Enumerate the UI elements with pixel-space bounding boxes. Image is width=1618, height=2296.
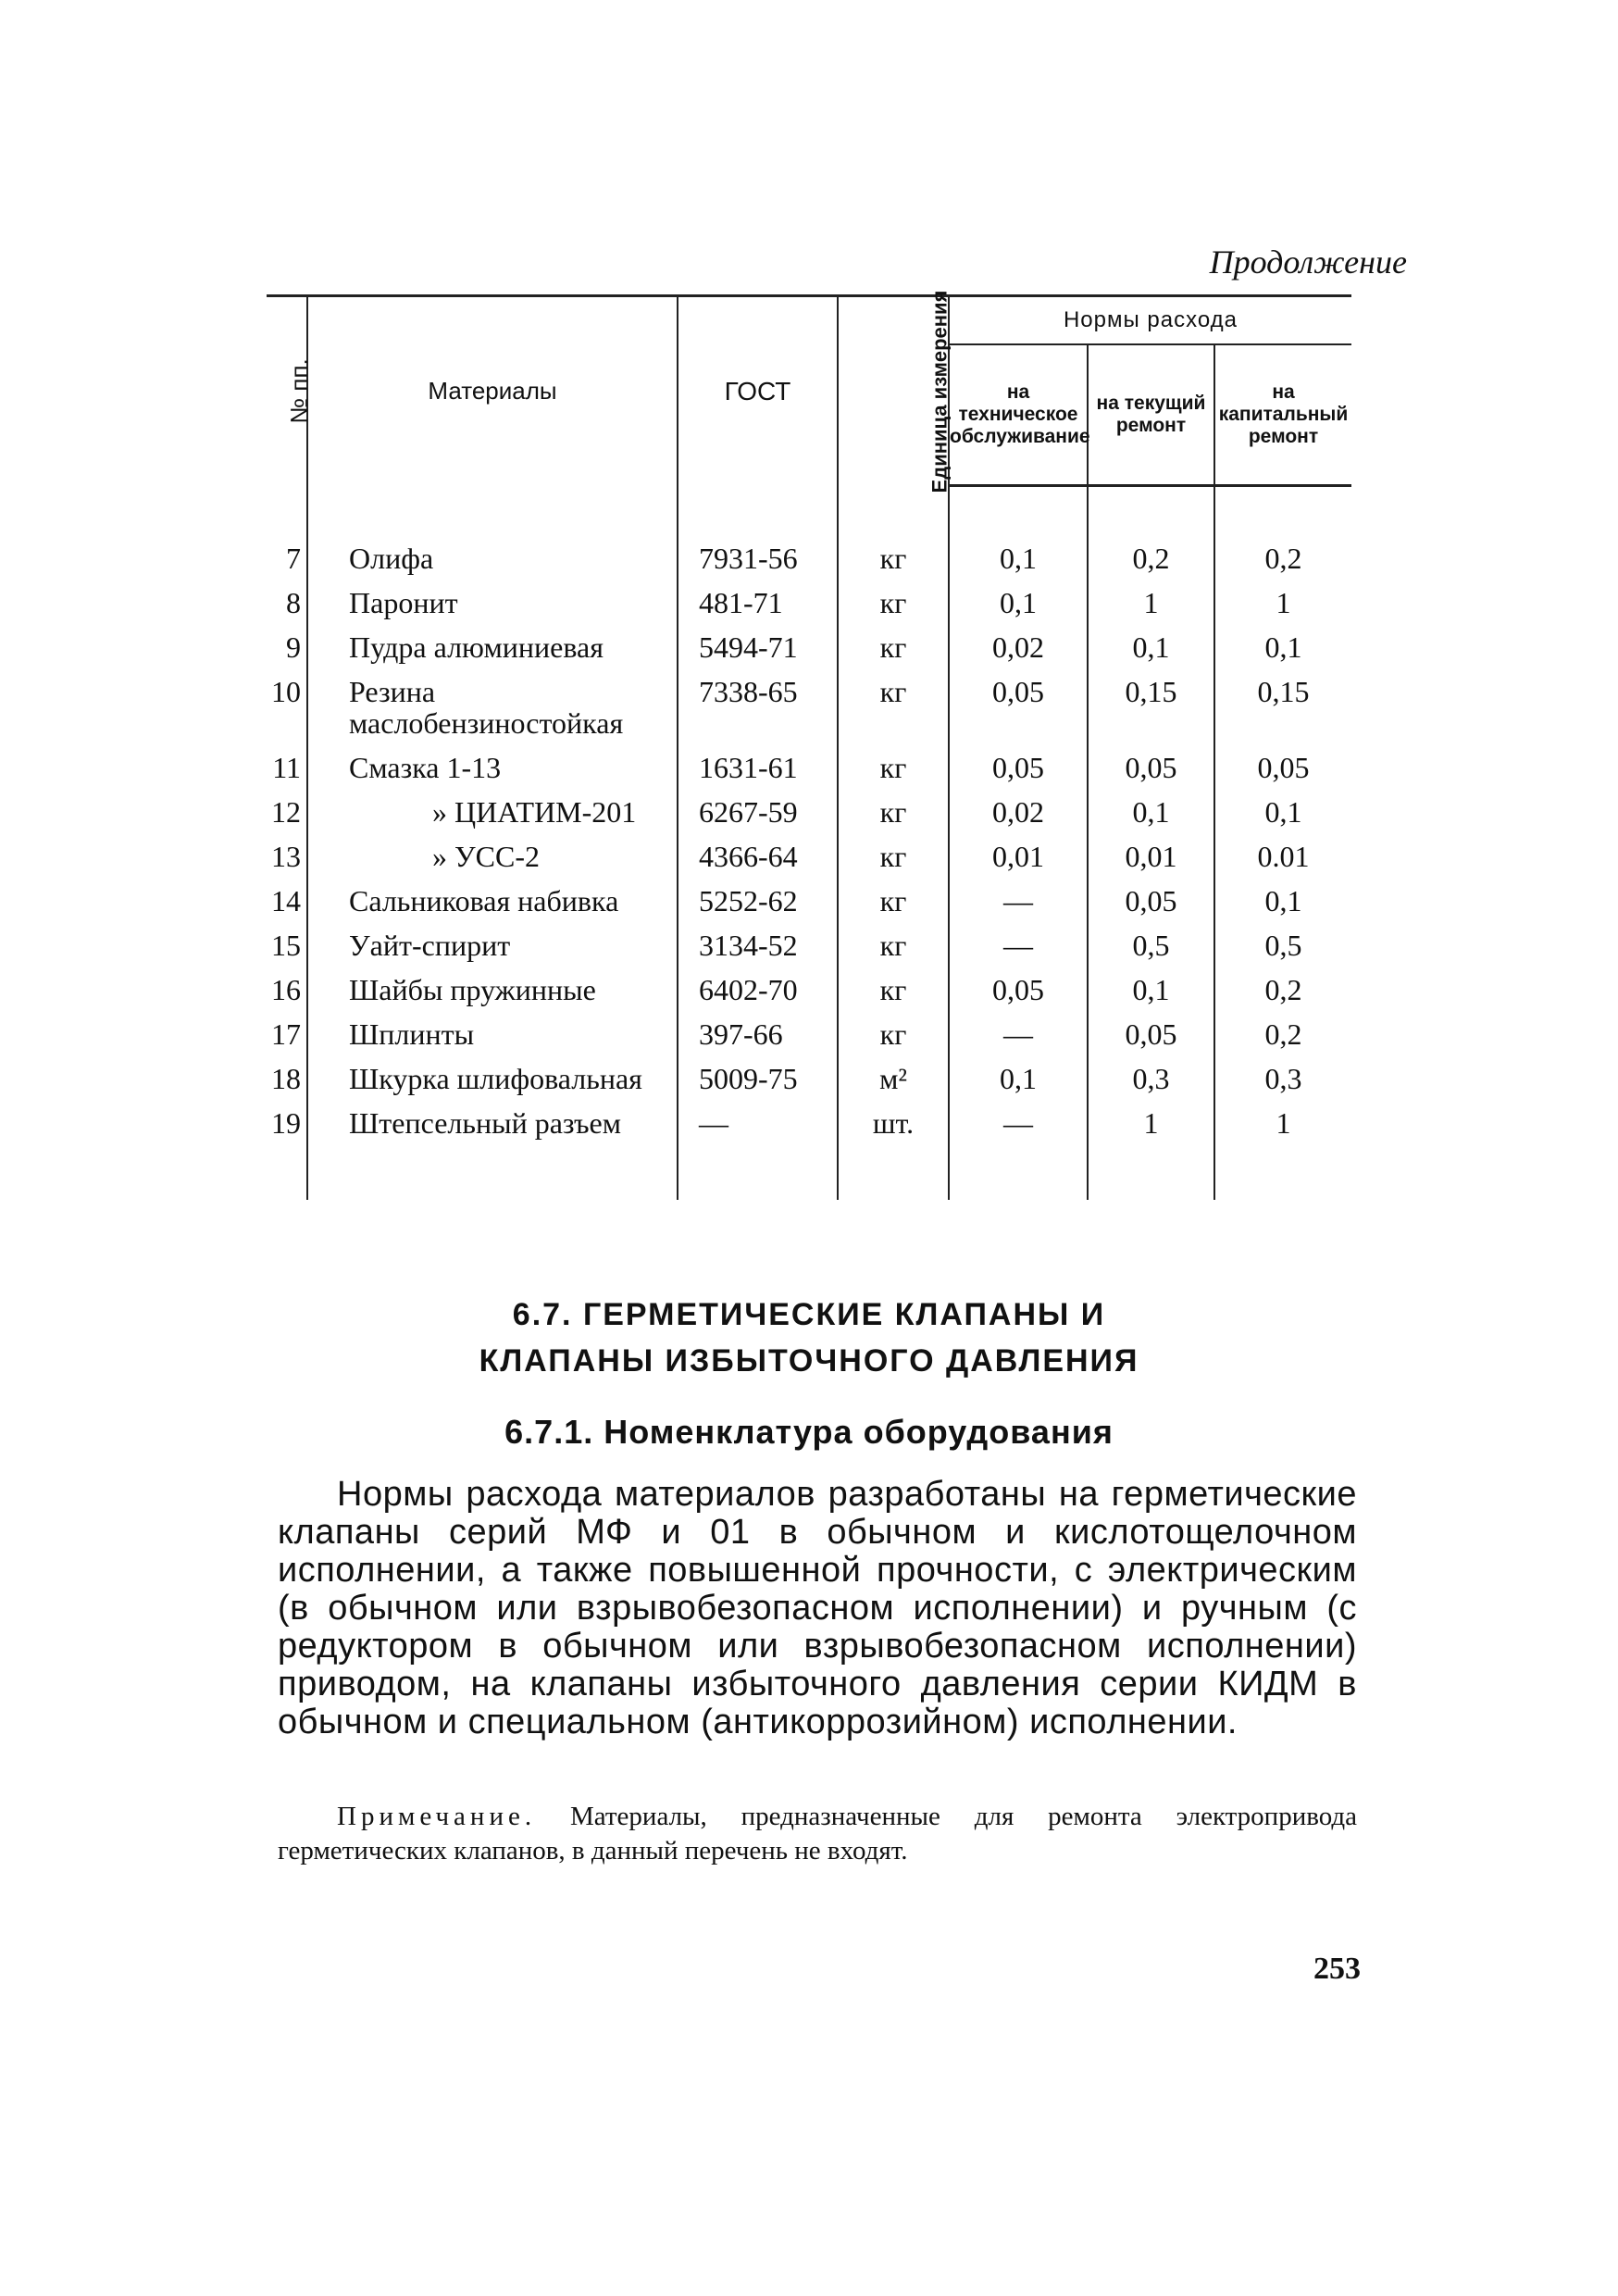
table-row — [267, 968, 1351, 1013]
section-subtitle: 6.7.1. Номенклатура оборудования — [504, 1413, 1114, 1451]
header-unit-text: Единица измерения — [927, 290, 952, 493]
table-header — [267, 290, 1351, 493]
row-num: 9 — [267, 626, 307, 670]
table-row — [267, 924, 1351, 968]
row-num: 11 — [267, 746, 307, 791]
row-gost: 6402-70 — [678, 968, 838, 1013]
row-num: 15 — [267, 924, 307, 968]
row-current: 0,2 — [1088, 537, 1214, 581]
header-maintenance: на техническое обслуживание — [949, 344, 1088, 486]
row-current: 0,15 — [1088, 670, 1214, 746]
row-capital: 0,15 — [1257, 675, 1310, 708]
row-maintenance: 0,02 — [949, 791, 1088, 835]
row-current: 0,01 — [1088, 835, 1214, 880]
row-material: Сальниковая набивка — [307, 880, 678, 924]
row-current: 0,05 — [1088, 880, 1214, 924]
row-unit: кг — [838, 835, 949, 880]
row-unit: кг — [838, 626, 949, 670]
row-capital: 0,05 — [1257, 751, 1310, 784]
row-num: 14 — [267, 880, 307, 924]
row-capital: 0.01 — [1257, 840, 1310, 873]
materials-table-container — [267, 290, 1351, 1200]
row-gost: 5494-71 — [678, 626, 838, 670]
row-gost: — — [678, 1102, 838, 1146]
row-maintenance: — — [949, 924, 1088, 968]
row-unit: кг — [838, 880, 949, 924]
row-capital: 1 — [1276, 1106, 1291, 1140]
row-current: 0,1 — [1088, 791, 1214, 835]
table-row — [267, 1057, 1351, 1102]
row-num: 19 — [267, 1102, 307, 1146]
row-material: Штепсельный разъем — [307, 1102, 678, 1146]
table-row — [267, 791, 1351, 835]
row-unit: кг — [838, 746, 949, 791]
row-maintenance: 0,05 — [949, 670, 1088, 746]
row-material: Шкурка шлифовальная — [307, 1057, 678, 1102]
table-row — [267, 880, 1351, 924]
row-maintenance: — — [949, 1102, 1088, 1146]
row-capital: 0,1 — [1264, 630, 1302, 664]
row-capital: 0,2 — [1264, 1017, 1302, 1051]
header-num — [267, 296, 313, 486]
row-current: 0,5 — [1088, 924, 1214, 968]
row-capital: 0,5 — [1264, 929, 1302, 962]
row-num: 8 — [267, 581, 307, 626]
section-title-line1: 6.7. ГЕРМЕТИЧЕСКИЕ КЛАПАНЫ И — [512, 1297, 1106, 1332]
row-material: Шайбы пружинные — [307, 968, 678, 1013]
row-maintenance: 0,01 — [949, 835, 1088, 880]
row-num: 7 — [267, 537, 307, 581]
row-current: 0,1 — [1088, 626, 1214, 670]
row-gost: 481-71 — [678, 581, 838, 626]
table-row — [267, 626, 1351, 670]
table-row — [267, 746, 1351, 791]
row-material — [307, 791, 678, 835]
table-row — [267, 1102, 1351, 1146]
header-norms-group: Нормы расхода — [949, 296, 1351, 345]
row-capital: 0,2 — [1264, 542, 1302, 575]
row-material: Пудра алюминиевая — [307, 626, 678, 670]
header-capital-repair: на капитальный ремонт — [1214, 344, 1351, 486]
section-title-line2: КЛАПАНЫ ИЗБЫТОЧНОГО ДАВЛЕНИЯ — [479, 1343, 1139, 1379]
row-material: Олифа — [307, 537, 678, 581]
row-maintenance: 0,05 — [949, 968, 1088, 1013]
row-capital: 1 — [1276, 586, 1291, 619]
row-unit: кг — [838, 670, 949, 746]
table-row — [267, 581, 1351, 626]
row-maintenance: — — [949, 1013, 1088, 1057]
row-current: 1 — [1088, 1102, 1214, 1146]
row-capital: 0,2 — [1264, 973, 1302, 1006]
header-material: Материалы — [307, 296, 678, 486]
row-num: 17 — [267, 1013, 307, 1057]
row-maintenance: 0,1 — [949, 537, 1088, 581]
row-num: 18 — [267, 1057, 307, 1102]
row-material-text: » УСС-2 — [432, 840, 540, 873]
row-material — [307, 835, 678, 880]
row-num: 10 — [267, 670, 307, 746]
row-current: 1 — [1088, 581, 1214, 626]
row-material: Паронит — [307, 581, 678, 626]
table-row — [267, 1013, 1351, 1057]
row-unit: кг — [838, 581, 949, 626]
row-num: 13 — [267, 835, 307, 880]
continued-label: Продолжение — [1209, 243, 1407, 281]
row-current: 0,05 — [1088, 746, 1214, 791]
row-unit: кг — [838, 924, 949, 968]
row-num: 12 — [267, 791, 307, 835]
row-gost: 5009-75 — [678, 1057, 838, 1102]
header-current-repair: на текущий ремонт — [1088, 344, 1214, 486]
row-unit: кг — [838, 791, 949, 835]
page-number: 253 — [1313, 1952, 1361, 1986]
row-maintenance: — — [949, 880, 1088, 924]
row-gost: 397-66 — [678, 1013, 838, 1057]
row-gost: 6267-59 — [678, 791, 838, 835]
table-row — [267, 835, 1351, 880]
row-capital: 0,1 — [1264, 795, 1302, 829]
row-unit: кг — [838, 537, 949, 581]
row-material: Резина маслобензиностойкая — [307, 670, 678, 746]
note-paragraph — [278, 1800, 1357, 1868]
row-unit: кг — [838, 1013, 949, 1057]
row-material: Смазка 1-13 — [307, 746, 678, 791]
row-capital: 0,3 — [1264, 1062, 1302, 1095]
table-spacer-bottom — [267, 1146, 1351, 1200]
row-num: 16 — [267, 968, 307, 1013]
table-body — [267, 486, 1351, 1201]
row-current: 0,1 — [1088, 968, 1214, 1013]
table-row — [267, 670, 1351, 746]
row-current: 0,3 — [1088, 1057, 1214, 1102]
row-material: Шплинты — [307, 1013, 678, 1057]
header-unit — [838, 290, 952, 493]
materials-table — [267, 290, 1351, 1200]
row-maintenance: 0,1 — [949, 581, 1088, 626]
row-maintenance: 0,02 — [949, 626, 1088, 670]
table-row — [267, 537, 1351, 581]
row-unit: кг — [838, 968, 949, 1013]
row-unit: шт. — [838, 1102, 949, 1146]
row-gost: 3134-52 — [678, 924, 838, 968]
row-unit: м² — [838, 1057, 949, 1102]
note-text: Материалы, предназначенные для ремонта электропривода герметических клапанов, в данный перечень не входят. — [278, 1802, 1357, 1866]
header-gost: ГОСТ — [678, 296, 838, 486]
row-gost: 4366-64 — [678, 835, 838, 880]
row-maintenance: 0,1 — [949, 1057, 1088, 1102]
row-capital: 0,1 — [1264, 884, 1302, 917]
row-current: 0,05 — [1088, 1013, 1214, 1057]
row-gost: 5252-62 — [678, 880, 838, 924]
row-maintenance: 0,05 — [949, 746, 1088, 791]
row-material: Уайт-спирит — [307, 924, 678, 968]
row-gost: 7931-56 — [678, 537, 838, 581]
row-material-text: » ЦИАТИМ-201 — [432, 795, 637, 829]
row-gost: 1631-61 — [678, 746, 838, 791]
table-spacer-top — [267, 486, 1351, 538]
note-label: Примечание. — [337, 1802, 537, 1831]
header-num-text: № пп. — [284, 358, 313, 424]
row-gost: 7338-65 — [678, 670, 838, 746]
body-paragraph: Нормы расхода материалов разработаны на герметические клапаны серий МФ и 01 в обычном и кислотощелочном исполнении, а также повышенной прочности, с электрическим (в обычном или взрывобезопасном исполнении) и ручным (с редуктором в обычном или взрывобезопасном исполнении) приводом, на клапаны избыточного давления серии КИДМ в обычном и специальном (антикоррозийном) исполнении. — [278, 1475, 1357, 1741]
